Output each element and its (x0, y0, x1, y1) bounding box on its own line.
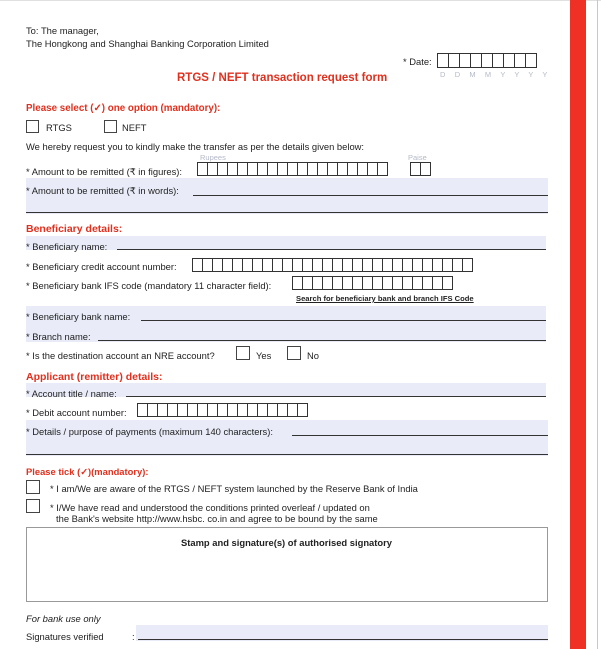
form-title: RTGS / NEFT transaction request form (177, 72, 388, 84)
beneficiary-account-label: * Beneficiary credit account number: (26, 261, 177, 272)
bank-line: The Hongkong and Shanghai Banking Corporation Limited (26, 38, 269, 49)
rtgs-label: RTGS (46, 122, 72, 133)
paise-cell[interactable] (420, 162, 431, 176)
amount-rupees-cells[interactable] (197, 162, 387, 176)
rtgs-checkbox[interactable] (26, 120, 39, 133)
declaration-2-text-line1: * I/We have read and understood the conditions printed overleaf / updated on (50, 502, 370, 513)
stamp-label: Stamp and signature(s) of authorised signatory (181, 537, 392, 548)
beneficiary-name-line[interactable] (117, 249, 546, 250)
date-hint: D D M M Y Y Y Y (440, 70, 551, 79)
bank-name-line[interactable] (141, 320, 546, 321)
declaration-2-text-line2: the Bank's website http://www.hsbc. co.in and agree to be bound by the same (56, 513, 378, 524)
bank-name-label: * Beneficiary bank name: (26, 311, 131, 322)
to-line: To: The manager, (26, 25, 99, 36)
amount-figures-label: * Amount to be remitted (₹ in figures): (26, 166, 183, 177)
beneficiary-name-label: * Beneficiary name: (26, 241, 108, 252)
date-cell[interactable] (525, 53, 537, 68)
branch-name-label: * Branch name: (26, 331, 91, 342)
neft-label: NEFT (122, 122, 147, 133)
account-title-label: * Account title / name: (26, 388, 117, 399)
signatures-colon: : (132, 631, 135, 642)
branch-name-line[interactable] (98, 340, 546, 341)
ifs-cells[interactable] (292, 276, 452, 290)
amount-words-line-2[interactable] (26, 212, 548, 213)
amount-words-label: * Amount to be remitted (₹ in words): (26, 185, 179, 196)
beneficiary-account-cells[interactable] (192, 258, 472, 272)
debit-account-label: * Debit account number: (26, 407, 127, 418)
paise-hint: Paise (408, 153, 427, 162)
nre-question: * Is the destination account an NRE account? (26, 350, 215, 361)
ifs-search-link[interactable]: Search for beneficiary bank and branch IFS Code (296, 294, 474, 303)
date-cells[interactable] (437, 53, 536, 68)
purpose-label: * Details / purpose of payments (maximum 140 characters): (26, 426, 273, 437)
amount-words-line-1[interactable] (193, 195, 548, 196)
purpose-line-2[interactable] (26, 454, 548, 455)
debit-account-cells[interactable] (137, 403, 307, 417)
red-side-bar (570, 0, 586, 649)
declaration-1-text: * I am/We are aware of the RTGS / NEFT system launched by the Reserve Bank of India (50, 483, 418, 494)
declaration-1-checkbox[interactable] (26, 480, 40, 494)
account-cell[interactable] (462, 258, 473, 272)
beneficiary-heading: Beneficiary details: (26, 223, 123, 235)
request-text: We hereby request you to kindly make the transfer as per the details given below: (26, 141, 365, 152)
applicant-heading: Applicant (remitter) details: (26, 371, 163, 383)
option-heading: Please select (✓) one option (mandatory): (26, 103, 221, 114)
page-top-border (0, 0, 601, 1)
account-title-line[interactable] (126, 396, 546, 397)
rupee-cell[interactable] (377, 162, 388, 176)
signatures-verified-label: Signatures verified (26, 631, 104, 642)
date-label: * Date: (403, 56, 432, 67)
declaration-2-checkbox[interactable] (26, 499, 40, 513)
amount-paise-cells[interactable] (410, 162, 430, 176)
rupees-hint: Rupees (200, 153, 226, 162)
page-right-border (597, 0, 598, 649)
nre-no-checkbox[interactable] (287, 346, 301, 360)
neft-checkbox[interactable] (104, 120, 117, 133)
signatures-verified-line[interactable] (138, 639, 548, 640)
nre-yes-checkbox[interactable] (236, 346, 250, 360)
nre-yes-label: Yes (256, 350, 272, 361)
purpose-line-1[interactable] (292, 435, 548, 436)
debit-cell[interactable] (297, 403, 308, 417)
ifs-label: * Beneficiary bank IFS code (mandatory 11 character field): (26, 280, 272, 291)
bank-use-label: For bank use only (26, 613, 101, 624)
declaration-heading: Please tick (✓)(mandatory): (26, 466, 149, 477)
ifs-cell[interactable] (442, 276, 453, 290)
nre-no-label: No (307, 350, 319, 361)
